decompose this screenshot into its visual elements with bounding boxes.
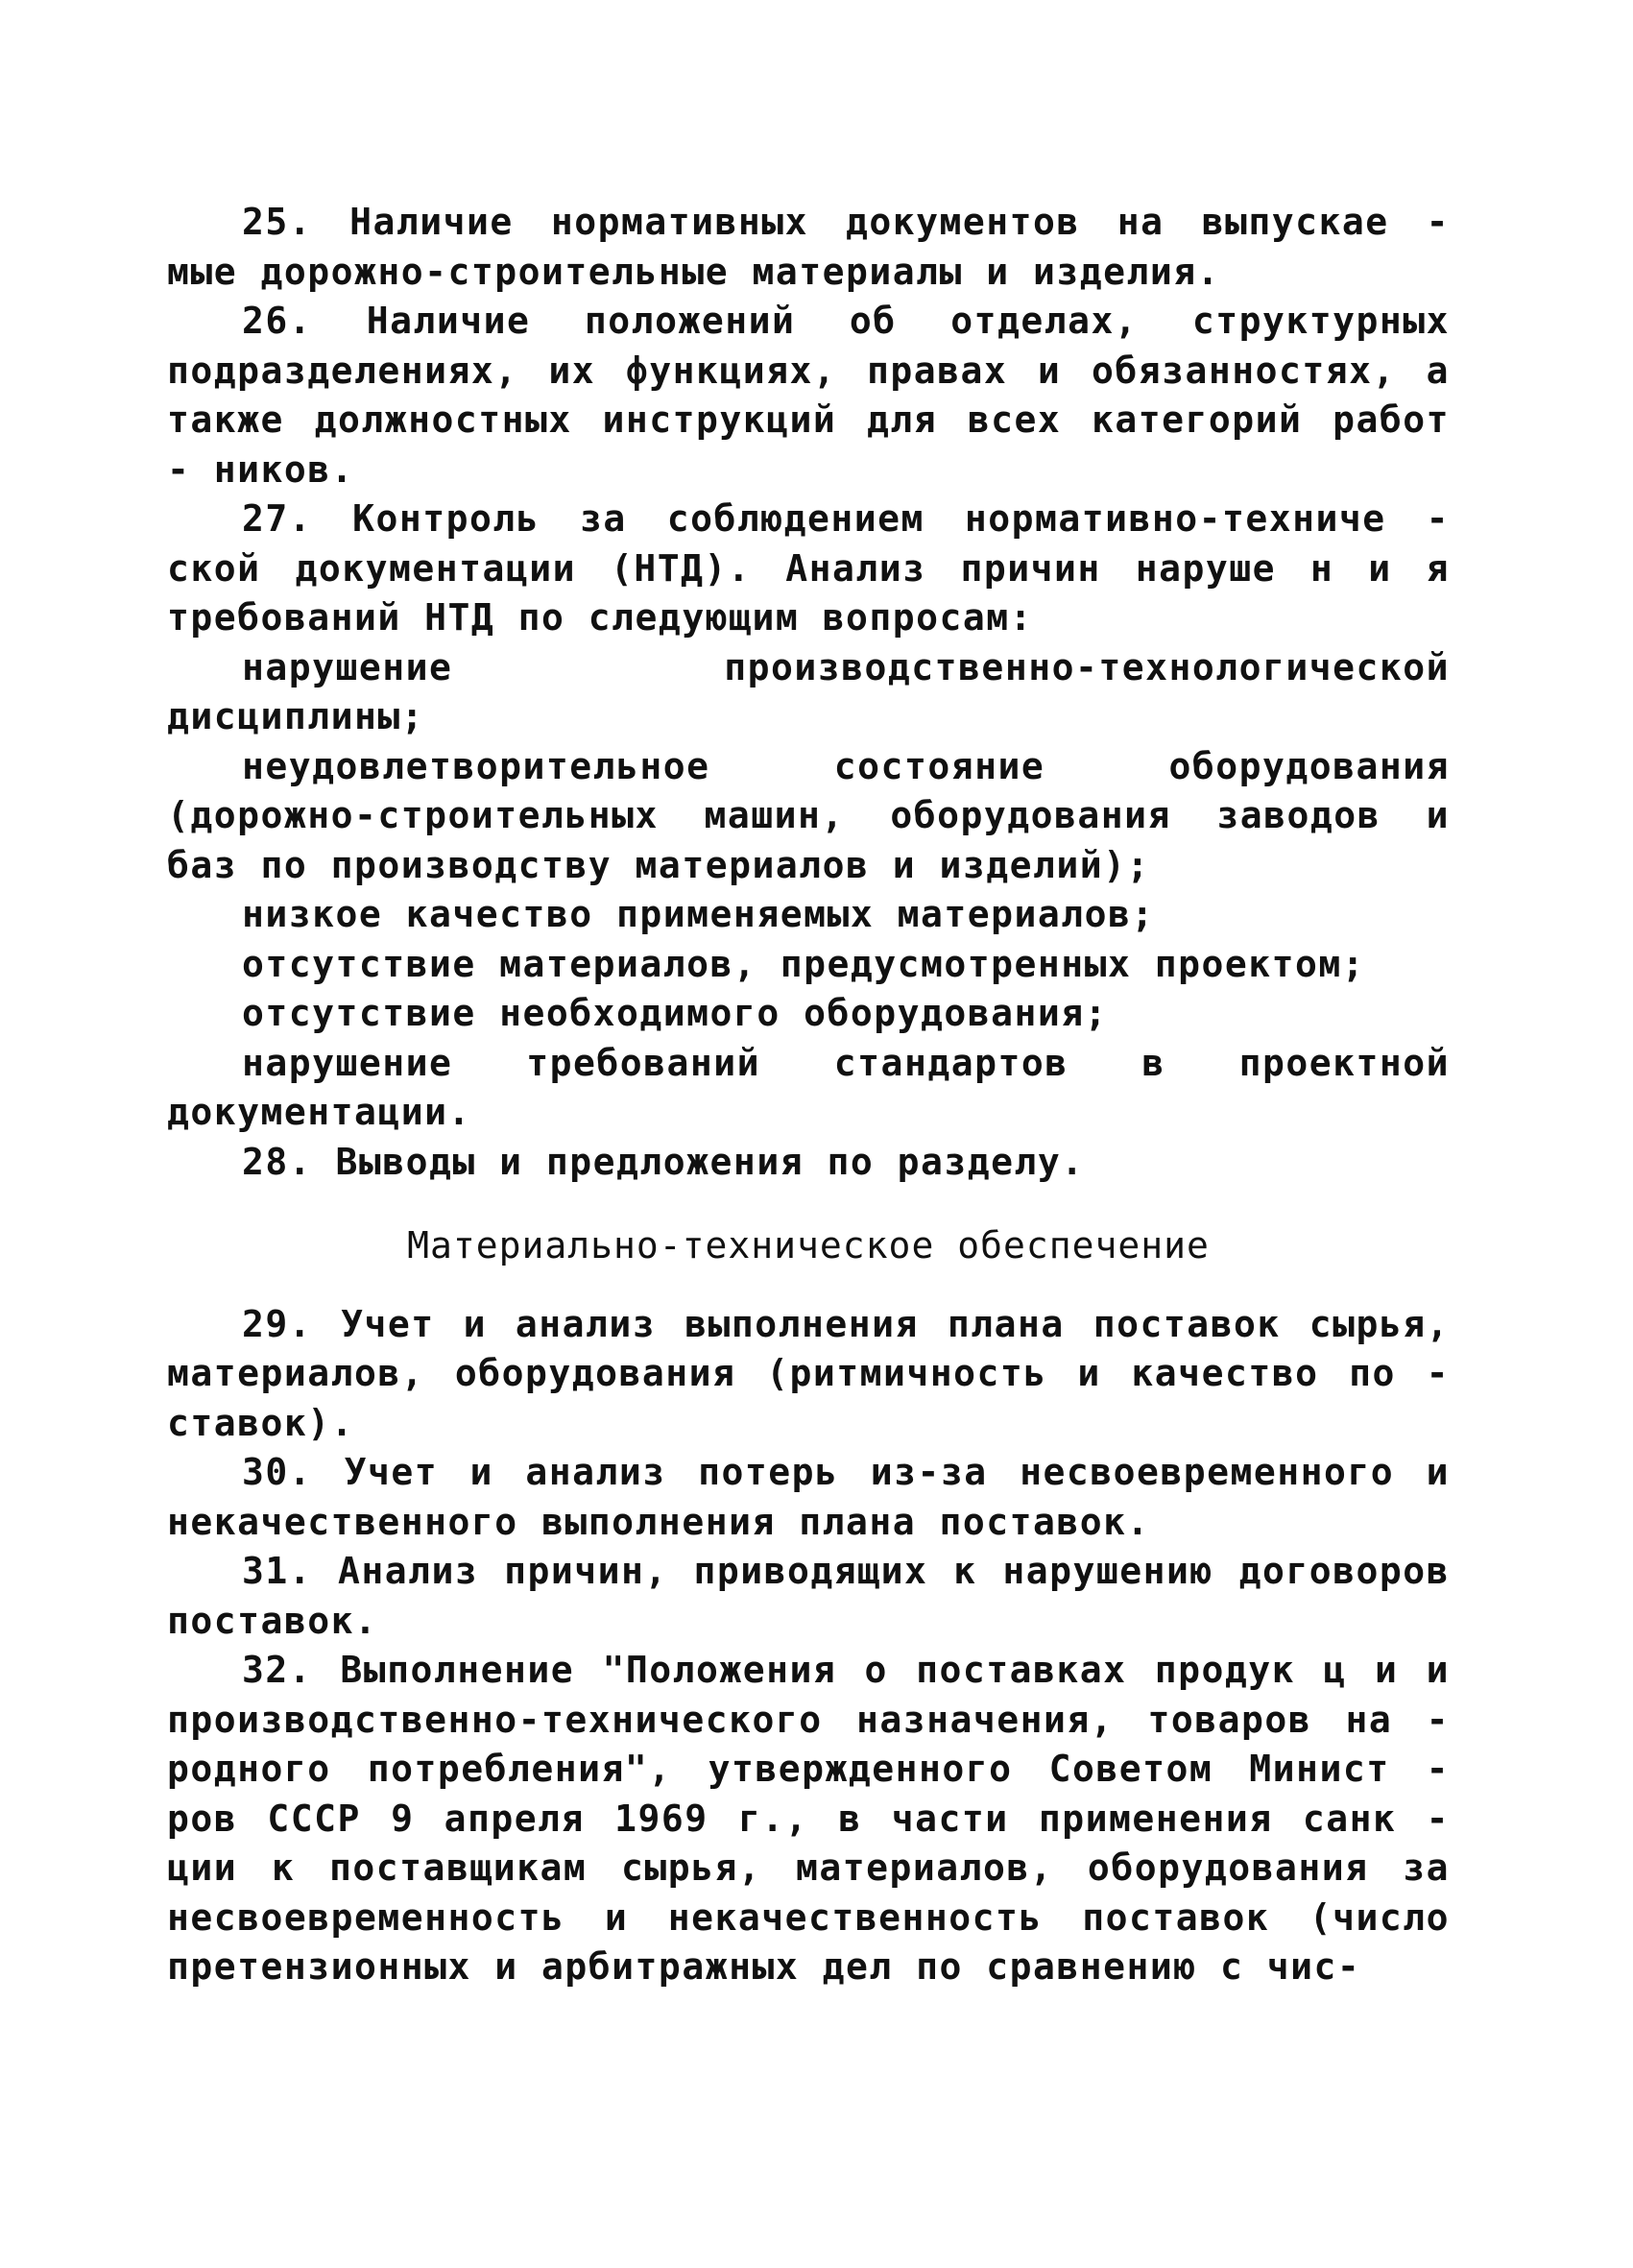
list-item-missing-equipment: отсутствие необходимого оборудования; [242,992,1108,1034]
list-item-missing-materials: отсутствие материалов, предусмотренных проектом; [242,942,1366,985]
paragraph-30: 30. Учет и анализ потерь из-за несвоевременного и некачественного выполнения плана поставок. [167,1451,1450,1543]
paragraph-31: 31. Анализ причин, приводящих к нарушению договоров поставок. [167,1550,1450,1642]
list-item-discipline: нарушение производственно-технологической дисциплины; [167,645,1450,737]
list-item-material-quality: низкое качество применяемых материалов; [242,893,1155,935]
paragraph-26: 26. Наличие положений об отделах, структурных подразделениях, их функциях, правах и обязанностях, а также должностных инструкций для всех категорий работ - ников. [167,300,1450,491]
list-item-equipment-state: неудовлетворительное состояние оборудования (дорожно-строительных машин, оборудования заводов и баз по производству материалов и изделий); [167,744,1450,886]
paragraph-25: 25. Наличие нормативных документов на выпускае - мые дорожно-строительные материалы и изделия. [167,201,1450,293]
document-page [167,198,1450,1992]
paragraph-32: 32. Выполнение "Положения о поставках продук ц и и производственно-технического назначения, товаров на - родного потребления", утвержденного Советом Минист - ров СССР 9 апреля 1969 г., в части применения санк - ции к поставщикам сырья, материалов, оборудования за несвоевременность и некачественность поставок (число претензионных и арбитражных дел по сравнению с чис- [167,1649,1450,1988]
paragraph-29: 29. Учет и анализ выполнения плана поставок сырья, материалов, оборудования (ритмичность и качество по - ставок). [167,1302,1450,1444]
paragraph-27: 27. Контроль за соблюдением нормативно-техниче - ской документации (НТД). Анализ причин наруше н и я требований НТД по следующим вопросам: [167,497,1450,639]
section-heading: Материально-техническое обеспечение [407,1224,1210,1267]
paragraph-28: 28. Выводы и предложения по разделу. [242,1140,1085,1183]
list-item-standards-violation: нарушение требований стандартов в проектной документации. [167,1041,1450,1133]
